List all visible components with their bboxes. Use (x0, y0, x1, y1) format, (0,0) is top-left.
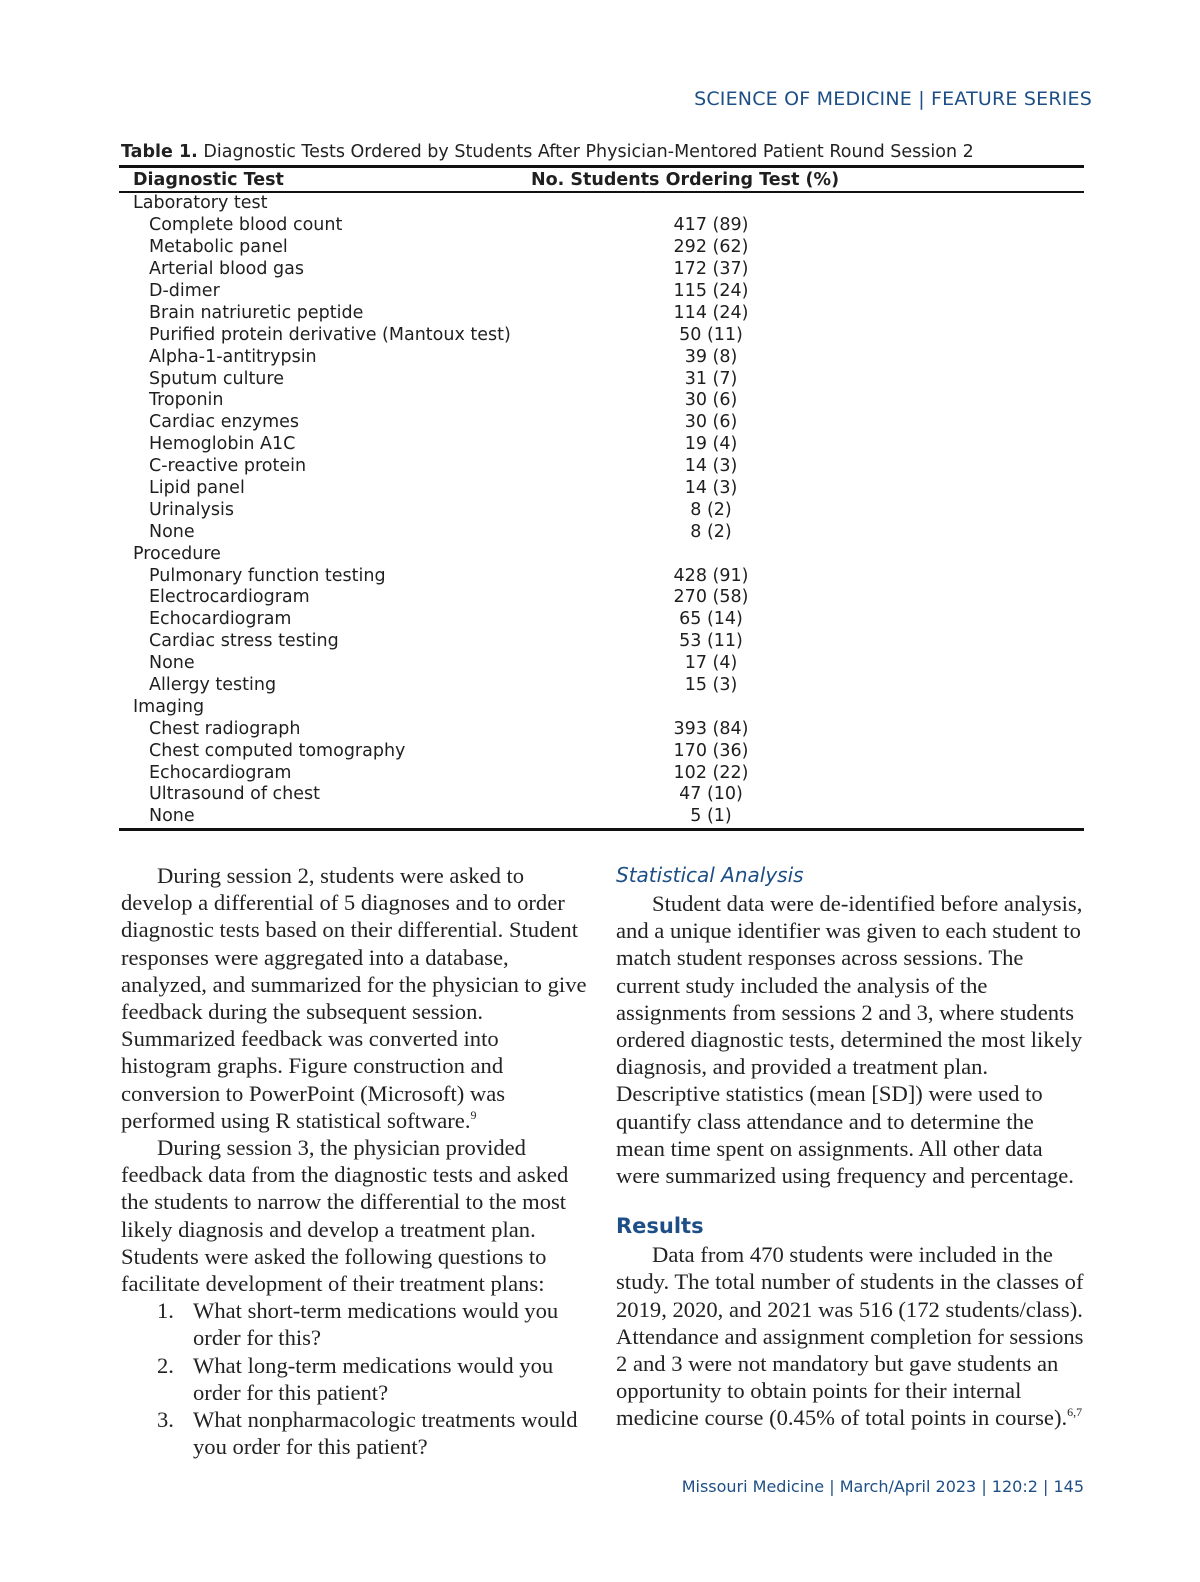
table-row (119, 675, 1084, 697)
test-name: None (149, 653, 195, 674)
student-count: 47 (10) (679, 784, 743, 805)
test-name: Alpha-1-antitrypsin (149, 346, 317, 367)
table-row (119, 390, 1084, 412)
table-row (119, 259, 1084, 281)
table-body (119, 192, 1084, 829)
student-count: 65 (14) (679, 609, 743, 630)
list-item (121, 1297, 591, 1351)
session-3-paragraph: During session 3, the physician provided feedback data from the diagnostic tests and asked the students to narrow the differential to the most likely diagnosis and develop a treatment plan. Students were asked the following questions to facilitate development of their treatment plans: (121, 1135, 569, 1297)
list-item-number: 2. (157, 1352, 174, 1378)
test-name: Electrocardiogram (149, 587, 310, 608)
table-category-row (119, 543, 1084, 565)
table-row (119, 434, 1084, 456)
table-row (119, 806, 1084, 829)
table-row (119, 631, 1084, 653)
list-item-text: What short-term medications would you order for this? (193, 1298, 559, 1351)
test-name: Cardiac enzymes (149, 412, 300, 433)
student-count: 172 (37) (673, 259, 749, 280)
student-count: 270 (58) (673, 587, 749, 608)
student-count: 292 (62) (673, 237, 749, 258)
table-row (119, 302, 1084, 324)
student-count: 50 (11) (679, 324, 743, 345)
category-label: Imaging (133, 696, 205, 717)
treatment-questions-list (121, 1297, 591, 1460)
table-caption (121, 142, 1084, 162)
session-2-paragraph (121, 862, 591, 1134)
test-name: Cardiac stress testing (149, 631, 339, 652)
results-paragraph (616, 1241, 1086, 1431)
test-name: Pulmonary function testing (149, 565, 386, 586)
results-heading: Results (616, 1214, 704, 1239)
student-count: 30 (6) (684, 390, 738, 411)
table-row (119, 478, 1084, 500)
table-row (119, 215, 1084, 237)
student-count: 417 (89) (673, 215, 749, 236)
test-name: Sputum culture (149, 368, 284, 389)
reference-9: 9 (470, 1107, 477, 1122)
test-name: Brain natriuretic peptide (149, 302, 364, 323)
table-row (119, 499, 1084, 521)
table-row (119, 412, 1084, 434)
test-name: Echocardiogram (149, 609, 292, 630)
student-count (531, 696, 1084, 718)
test-name: Lipid panel (149, 478, 245, 499)
student-count: 14 (3) (684, 478, 738, 499)
table-row (119, 653, 1084, 675)
table-caption-text: Diagnostic Tests Ordered by Students After Physician-Mentored Patient Round Session 2 (203, 142, 974, 162)
test-name: Urinalysis (149, 499, 234, 520)
student-count: 170 (36) (673, 740, 749, 761)
diagnostic-tests-table (119, 165, 1084, 831)
student-count: 31 (7) (684, 368, 738, 389)
student-count: 14 (3) (684, 456, 738, 477)
student-count: 115 (24) (673, 281, 749, 301)
test-name: Arterial blood gas (149, 259, 305, 280)
student-count: 428 (91) (673, 565, 749, 586)
left-column (121, 862, 591, 1460)
statistical-analysis-heading: Statistical Analysis (616, 863, 804, 887)
table-row (119, 740, 1084, 762)
student-count: 8 (2) (690, 521, 732, 542)
table-row (119, 587, 1084, 609)
list-item (121, 1406, 591, 1460)
test-name: Chest radiograph (149, 718, 301, 739)
test-name: Echocardiogram (149, 762, 292, 783)
student-count: 15 (3) (684, 675, 738, 696)
test-name: Metabolic panel (149, 237, 288, 258)
table-row (119, 784, 1084, 806)
category-label: Procedure (133, 543, 221, 564)
test-name: None (149, 806, 195, 827)
test-name: Purified protein derivative (Mantoux test) (149, 324, 511, 345)
list-item-text: What long-term medications would you order for this patient? (193, 1352, 554, 1405)
student-count: 53 (11) (679, 631, 743, 652)
test-name: Allergy testing (149, 675, 277, 696)
right-column (616, 862, 1086, 1432)
test-name: Chest computed tomography (149, 740, 406, 761)
table-row (119, 346, 1084, 368)
student-count: 102 (22) (673, 762, 749, 783)
list-item-text: What nonpharmacologic treatments would you order for this patient? (193, 1407, 578, 1460)
list-item-number: 3. (157, 1407, 174, 1433)
column-header-diagnostic-test: Diagnostic Test (133, 170, 284, 190)
list-item-number: 1. (157, 1298, 174, 1324)
test-name: None (149, 521, 195, 542)
session-2-text: During session 2, students were asked to develop a differential of 5 diagnoses and to order diagnostic tests based on their differential. Student responses were aggregated into a database, analyzed, and summarized for the physician to give feedback during the subsequent session. Summarized feedback was converted into histogram graphs. Figure construction and conversion to PowerPoint (Microsoft) was performed using R statistical software. (121, 863, 587, 1133)
table-row (119, 609, 1084, 631)
student-count (531, 543, 1084, 565)
statistical-analysis-paragraph: Student data were de-identified before analysis, and a unique identifier was given to each student to match student responses across sessions. The current study included the analysis of the assignments from sessions 2 and 3, where students ordered diagnostic tests, determined the most likely diagnosis, and provided a treatment plan. Descriptive statistics (mean [SD]) were used to quantify class attendance and to determine the mean time spent on assignments. All other data were summarized using frequency and percentage. (616, 891, 1083, 1189)
table-row (119, 237, 1084, 259)
student-count: 393 (84) (673, 718, 749, 739)
test-name: Ultrasound of chest (149, 784, 321, 805)
list-item (121, 1352, 591, 1406)
page-footer: Missouri Medicine | March/April 2023 | 120:2 | 145 (681, 1477, 1084, 1496)
table-row (119, 324, 1084, 346)
category-label: Laboratory test (133, 193, 268, 214)
results-text: Data from 470 students were included in the study. The total number of students in the classes of 2019, 2020, and 2021 was 516 (172 students/class). Attendance and assignment completion for sessions 2 and 3 were not mandatory but gave students an opportunity to obtain points for their internal medicine course (0.45% of total points in course). (616, 1242, 1084, 1431)
table-caption-label: Table 1. (121, 142, 198, 162)
table-row (119, 456, 1084, 478)
reference-6-7: 6,7 (1067, 1405, 1083, 1420)
student-count: 114 (24) (673, 302, 749, 323)
student-count: 39 (8) (684, 346, 738, 367)
student-count: 8 (2) (690, 499, 732, 520)
test-name: D-dimer (149, 281, 220, 301)
student-count: 19 (4) (684, 434, 738, 455)
test-name: Complete blood count (149, 215, 343, 236)
table-row (119, 281, 1084, 303)
test-name: Troponin (149, 390, 224, 411)
table-1 (119, 142, 1084, 831)
test-name: C-reactive protein (149, 456, 307, 477)
table-category-row (119, 696, 1084, 718)
student-count: 17 (4) (684, 653, 738, 674)
table-row (119, 521, 1084, 543)
table-row (119, 565, 1084, 587)
student-count: 30 (6) (684, 412, 738, 433)
student-count: 5 (1) (690, 806, 732, 827)
table-row (119, 762, 1084, 784)
table-row (119, 368, 1084, 390)
test-name: Hemoglobin A1C (149, 434, 296, 455)
student-count (531, 192, 1084, 215)
table-row (119, 718, 1084, 740)
table-header-row (119, 167, 1084, 193)
column-header-students-ordering: No. Students Ordering Test (%) (531, 170, 840, 190)
table-category-row (119, 192, 1084, 215)
running-header: SCIENCE OF MEDICINE | FEATURE SERIES (694, 88, 1092, 110)
